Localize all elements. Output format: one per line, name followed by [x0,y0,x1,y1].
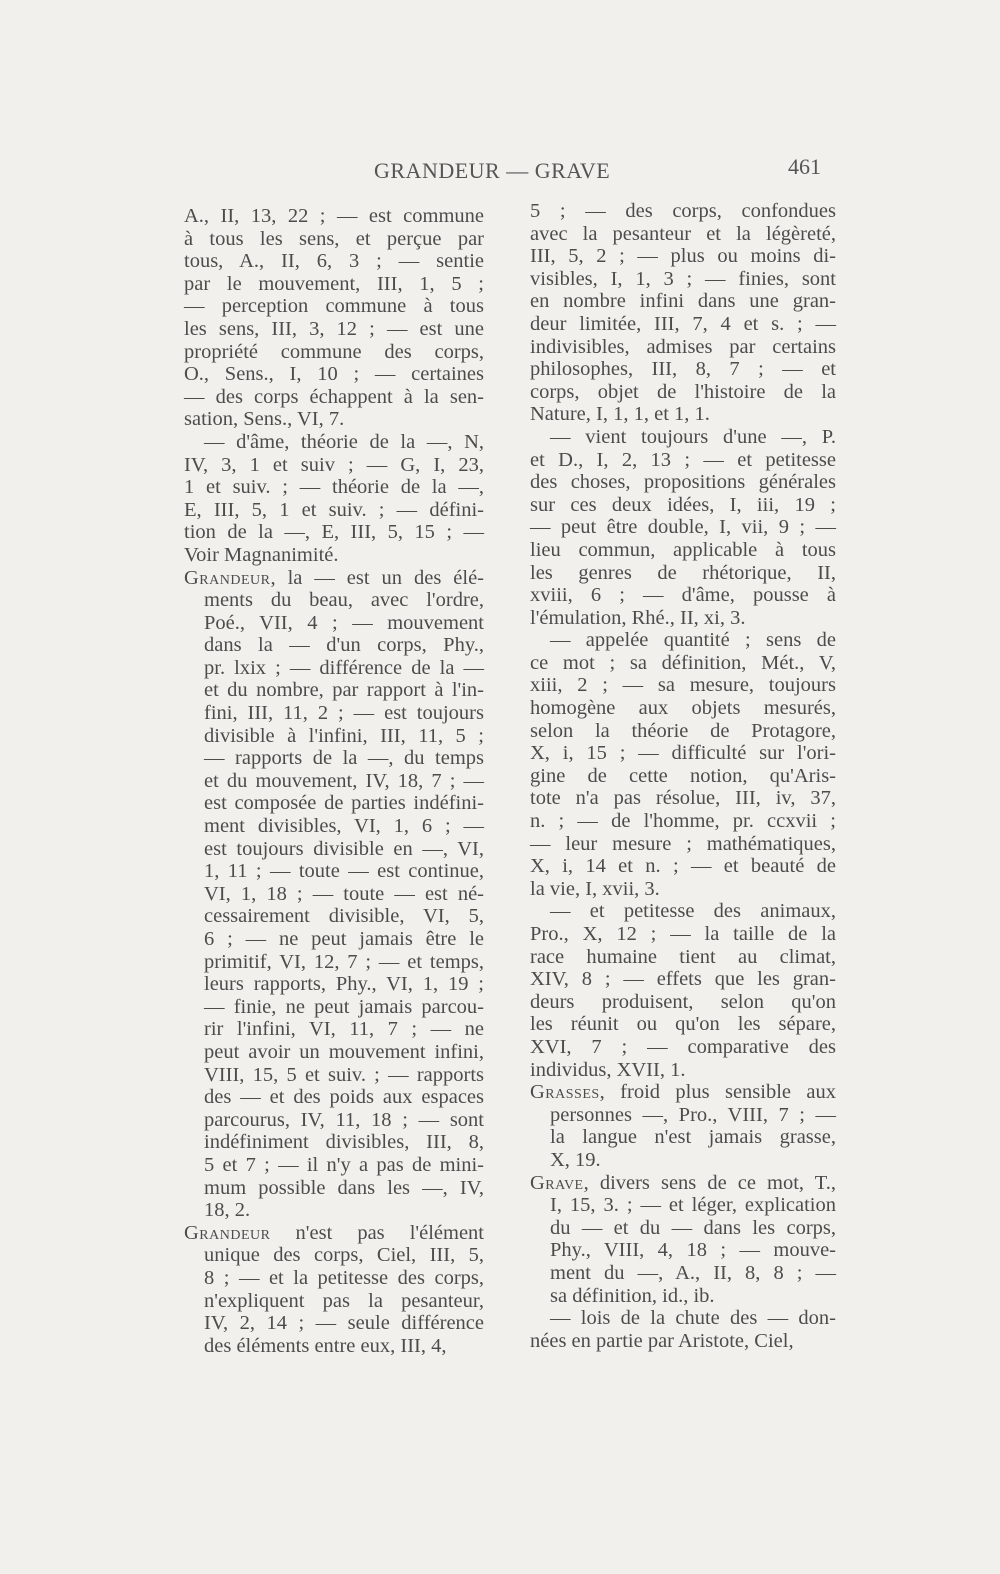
entry-headword: Grandeur [184,1221,271,1244]
index-line: propriété commune des corps, [184,340,484,363]
index-line: — d'âme, théorie de la —, N, [204,430,484,453]
index-line: sur ces deux idées, I, iii, 19 ; [530,493,836,516]
index-line: — leur mesure ; mathématiques, [530,832,836,855]
index-line: I, 15, 3. ; — et léger, explication [550,1194,836,1217]
index-line: ments du beau, avec l'ordre, [204,589,484,612]
index-line: peut avoir un mouvement infini, [204,1040,484,1063]
index-entry [184,205,484,431]
index-line: 5 ; — des corps, confondues [530,200,836,222]
index-line: lieu commun, applicable à tous [530,538,836,561]
running-header: GRANDEUR — GRAVE [374,158,611,183]
index-line: sation, Sens., VI, 7. [184,408,345,431]
index-line: A., II, 13, 22 ; — est commune [184,205,484,227]
index-line: — finie, ne peut jamais parcou- [204,995,484,1018]
index-line: des éléments entre eux, III, 4, [204,1334,447,1357]
index-line: nées en partie par Aristote, Ciel, [530,1329,794,1352]
index-line: les genres de rhétorique, II, [530,561,836,584]
index-line: III, 5, 2 ; — plus ou moins di- [530,245,836,268]
index-line: IV, 2, 14 ; — seule différence [204,1312,484,1335]
index-line: Phy., VIII, 4, 18 ; — mouve- [550,1239,836,1262]
index-line: X, i, 14 et n. ; — et beauté de [530,855,836,878]
index-entry [530,1081,836,1171]
index-line: — peut être double, I, vii, 9 ; — [530,516,836,539]
index-line-text: n'est pas l'élément [270,1221,484,1244]
index-line: 1 et suiv. ; — théorie de la —, [184,476,484,499]
index-line: et du nombre, par rapport à l'in- [204,679,484,702]
index-line: primitif, VI, 12, 7 ; — et temps, [204,950,484,973]
index-line: leurs rapports, Phy., VI, 1, 19 ; [204,973,484,996]
index-line: avec la pesanteur et la légèreté, [530,222,836,245]
index-line: 8 ; — et la petitesse des corps, [204,1266,484,1289]
index-line: XIV, 8 ; — effets que les gran- [530,968,836,991]
entry-headword: Grasses [530,1081,600,1104]
index-line: 1, 11 ; — toute — est continue, [204,860,484,883]
left-column [184,205,484,1357]
index-line: est toujours divisible en —, VI, [204,837,484,860]
index-line: E, III, 5, 1 et suiv. ; — défini- [184,498,484,521]
page-number: 461 [788,154,821,179]
index-line: les sens, III, 3, 12 ; — est une [184,317,484,340]
index-line: l'émulation, Rhé., II, xi, 3. [530,606,746,629]
index-line: dans la — d'un corps, Phy., [204,634,484,657]
index-line: les réunit ou qu'on les sépare, [530,1013,836,1036]
index-line: sa définition, id., ib. [550,1284,715,1307]
index-line: 5 et 7 ; — il n'y a pas de mini- [204,1153,484,1176]
index-line: en nombre infini dans une gran- [530,290,836,313]
index-line: n'expliquent pas la pesanteur, [204,1289,484,1312]
index-line: indivisibles, admises par certains [530,335,836,358]
index-line: VI, 1, 18 ; — toute — est né- [204,882,484,905]
index-line: selon la théorie de Protagore, [530,719,836,742]
index-line-text: , divers sens de ce mot, T., [583,1171,836,1194]
index-line: xviii, 6 ; — d'âme, pousse à [530,584,836,607]
index-line: et D., I, 2, 13 ; — et petitesse [530,448,836,471]
index-entry [530,426,836,629]
index-line: parcourus, IV, 11, 18 ; — sont [204,1108,484,1131]
index-entry [530,900,836,1081]
index-line: Nature, I, 1, 1, et 1, 1. [530,403,710,426]
index-line: — perception commune à tous [184,295,484,318]
index-line: race humaine tient au climat, [530,945,836,968]
index-line: — et petitesse des animaux, [550,900,836,923]
index-line [530,1171,836,1195]
index-line: individus, XVII, 1. [530,1058,686,1081]
index-line [184,1221,484,1245]
index-line: VIII, 15, 5 et suiv. ; — rapports [204,1063,484,1086]
index-line: philosophes, III, 8, 7 ; — et [530,358,836,381]
index-line: Pro., X, 12 ; — la taille de la [530,923,836,945]
index-line: pr. lxix ; — différence de la — [204,656,484,679]
index-line: O., Sens., I, 10 ; — certaines [184,363,484,386]
index-line: XVI, 7 ; — comparative des [530,1035,836,1058]
index-line: à tous les sens, et perçue par [184,227,484,250]
index-line: 6 ; — ne peut jamais être le [204,928,484,950]
index-line [530,1081,836,1104]
index-entry [184,431,484,567]
index-line: cessairement divisible, VI, 5, [204,905,484,928]
index-line: ment du —, A., II, 8, 8 ; — [550,1261,836,1284]
index-line: fini, III, 11, 2 ; — est toujours [204,702,484,725]
index-line: corps, objet de l'histoire de la [530,380,836,403]
right-column [530,200,836,1352]
index-line: n. ; — de l'homme, pr. ccxvii ; [530,810,836,833]
index-entry [184,567,484,1222]
index-line-text: , la — est un des élé- [270,566,484,589]
index-line: — des corps échappent à la sen- [184,385,484,408]
index-line: — appelée quantité ; sens de [550,629,836,652]
index-line: — lois de la chute des — don- [550,1307,836,1330]
entry-headword: Grave [530,1171,584,1194]
index-line: la langue n'est jamais grasse, [550,1126,836,1149]
index-line: X, i, 15 ; — difficulté sur l'ori- [530,742,836,765]
index-line: des choses, propositions générales [530,471,836,494]
index-entry [530,1172,836,1308]
index-line: deur limitée, III, 7, 4 et s. ; — [530,312,836,335]
index-line: homogène aux objets mesurés, [530,697,836,720]
index-line: visibles, I, 1, 3 ; — finies, sont [530,267,836,290]
index-line: personnes —, Pro., VIII, 7 ; — [550,1103,836,1126]
index-entry [184,1222,484,1358]
index-line: unique des corps, Ciel, III, 5, [204,1244,484,1267]
index-line: ment divisibles, VI, 1, 6 ; — [204,815,484,838]
index-line: par le mouvement, III, 1, 5 ; [184,272,484,295]
entry-headword: Grandeur [184,566,271,589]
index-entry [530,1307,836,1352]
index-line: rir l'infini, VI, 11, 7 ; — ne [204,1018,484,1041]
index-line: xiii, 2 ; — sa mesure, toujours [530,674,836,697]
index-line: est composée de parties indéfini- [204,792,484,815]
index-line: tote n'a pas résolue, III, iv, 37, [530,787,836,810]
index-line: gine de cette notion, qu'Aris- [530,764,836,787]
index-line: indéfiniment divisibles, III, 8, [204,1131,484,1154]
index-line: divisible à l'infini, III, 11, 5 ; [204,724,484,747]
index-line [184,566,484,590]
index-entry [530,629,836,900]
index-line: — rapports de la —, du temps [204,747,484,770]
index-line-text: , froid plus sensible aux [599,1081,836,1104]
index-line: 18, 2. [204,1199,251,1222]
index-line: des — et des poids aux espaces [204,1086,484,1109]
index-line: deurs produisent, selon qu'on [530,990,836,1013]
index-line: IV, 3, 1 et suiv ; — G, I, 23, [184,453,484,476]
index-line: ce mot ; sa définition, Mét., V, [530,651,836,674]
index-line: X, 19. [550,1148,601,1171]
index-line: la vie, I, xvii, 3. [530,877,660,900]
index-line: tion de la —, E, III, 5, 15 ; — [184,521,484,544]
index-line: — vient toujours d'une —, P. [550,425,836,448]
index-line: et du mouvement, IV, 18, 7 ; — [204,769,484,792]
index-line: du — et du — dans les corps, [550,1216,836,1239]
index-line: Voir Magnanimité. [184,543,339,566]
index-line: Poé., VII, 4 ; — mouvement [204,611,484,634]
index-line: tous, A., II, 6, 3 ; — sentie [184,250,484,273]
index-line: mum possible dans les —, IV, [204,1176,484,1199]
index-entry [530,200,836,426]
